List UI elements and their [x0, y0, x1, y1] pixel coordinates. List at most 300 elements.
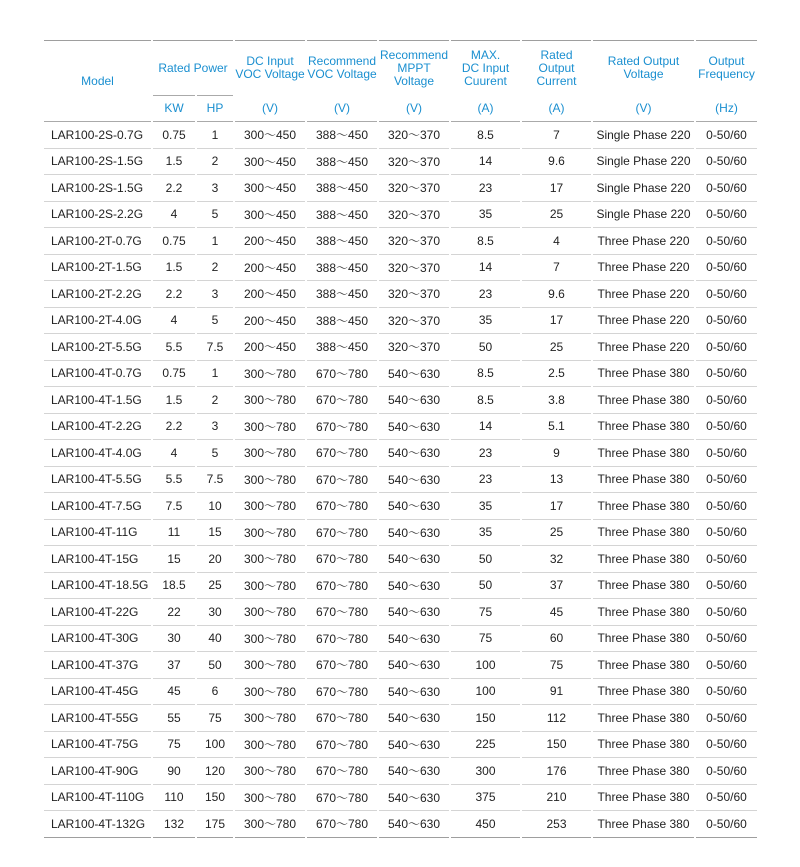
- cell-recommend-mppt: 540～630: [378, 546, 450, 573]
- cell-kw: 2.2: [152, 413, 196, 440]
- cell-rated-voltage: Three Phase 380: [592, 758, 695, 785]
- table-body: [44, 122, 757, 838]
- cell-output-frequency: 0-50/60: [695, 334, 757, 361]
- cell-dc-input: 200～450: [234, 281, 306, 308]
- header-recommend-mppt-line3: Voltage: [393, 73, 435, 88]
- cell-output-frequency: 0-50/60: [695, 387, 757, 414]
- cell-recommend-voc: 670～780: [306, 678, 378, 705]
- table-row: [44, 413, 757, 440]
- cell-rated-voltage: Three Phase 380: [592, 705, 695, 732]
- cell-max-dc-input: 450: [450, 811, 521, 838]
- cell-max-dc-input: 75: [450, 625, 521, 652]
- unit-recommend-voc: (V): [306, 96, 378, 122]
- cell-rated-current: 9: [521, 440, 592, 467]
- cell-max-dc-input: 75: [450, 599, 521, 626]
- cell-max-dc-input: 50: [450, 334, 521, 361]
- cell-max-dc-input: 8.5: [450, 122, 521, 149]
- cell-max-dc-input: 150: [450, 705, 521, 732]
- cell-model: LAR100-4T-4.0G: [44, 440, 152, 467]
- cell-recommend-mppt: 320～370: [378, 228, 450, 255]
- table-header: [44, 41, 757, 122]
- table-row: [44, 334, 757, 361]
- cell-dc-input: 200～450: [234, 334, 306, 361]
- cell-kw: 75: [152, 731, 196, 758]
- cell-max-dc-input: 300: [450, 758, 521, 785]
- cell-recommend-mppt: 540～630: [378, 652, 450, 679]
- cell-model: LAR100-2S-1.5G: [44, 175, 152, 202]
- cell-rated-voltage: Three Phase 380: [592, 546, 695, 573]
- table-row: [44, 784, 757, 811]
- cell-rated-voltage: Three Phase 380: [592, 731, 695, 758]
- header-rated-power: Rated Power: [152, 41, 234, 96]
- cell-kw: 4: [152, 307, 196, 334]
- cell-kw: 22: [152, 599, 196, 626]
- cell-hp: 3: [196, 281, 234, 308]
- cell-dc-input: 300～780: [234, 731, 306, 758]
- header-recommend-voc-line2: VOC Voltage: [307, 67, 377, 82]
- cell-rated-voltage: Three Phase 380: [592, 440, 695, 467]
- cell-model: LAR100-4T-1.5G: [44, 387, 152, 414]
- table-row: [44, 201, 757, 228]
- cell-output-frequency: 0-50/60: [695, 758, 757, 785]
- header-rated-voltage-line1: Rated Output: [607, 54, 680, 69]
- cell-max-dc-input: 100: [450, 678, 521, 705]
- cell-output-frequency: 0-50/60: [695, 413, 757, 440]
- cell-recommend-voc: 388～450: [306, 254, 378, 281]
- cell-kw: 2.2: [152, 175, 196, 202]
- cell-max-dc-input: 375: [450, 784, 521, 811]
- cell-kw: 1.5: [152, 148, 196, 175]
- cell-recommend-voc: 670～780: [306, 546, 378, 573]
- unit-recommend-mppt: (V): [378, 96, 450, 122]
- cell-dc-input: 300～450: [234, 122, 306, 149]
- cell-model: LAR100-4T-7.5G: [44, 493, 152, 520]
- cell-rated-voltage: Three Phase 380: [592, 493, 695, 520]
- cell-rated-current: 25: [521, 334, 592, 361]
- header-dc-input: [234, 41, 306, 96]
- cell-rated-current: 37: [521, 572, 592, 599]
- cell-hp: 20: [196, 546, 234, 573]
- cell-hp: 2: [196, 387, 234, 414]
- unit-kw: KW: [152, 96, 196, 122]
- cell-rated-current: 60: [521, 625, 592, 652]
- cell-model: LAR100-4T-30G: [44, 625, 152, 652]
- cell-recommend-voc: 670～780: [306, 652, 378, 679]
- unit-dc-input: (V): [234, 96, 306, 122]
- header-max-dc-line2: DC Input: [461, 60, 510, 75]
- cell-kw: 1.5: [152, 254, 196, 281]
- cell-recommend-mppt: 540～630: [378, 440, 450, 467]
- cell-output-frequency: 0-50/60: [695, 307, 757, 334]
- header-dc-input-line2: VOC Voltage: [235, 67, 305, 82]
- cell-rated-current: 150: [521, 731, 592, 758]
- cell-output-frequency: 0-50/60: [695, 175, 757, 202]
- header-recommend-voc: [306, 41, 378, 96]
- cell-recommend-voc: 670～780: [306, 360, 378, 387]
- table-row: [44, 466, 757, 493]
- cell-rated-current: 9.6: [521, 281, 592, 308]
- cell-max-dc-input: 50: [450, 546, 521, 573]
- cell-kw: 5.5: [152, 334, 196, 361]
- cell-output-frequency: 0-50/60: [695, 440, 757, 467]
- cell-output-frequency: 0-50/60: [706, 816, 747, 831]
- cell-recommend-voc: 670～780: [306, 413, 378, 440]
- unit-max-dc-input: (A): [450, 96, 521, 122]
- cell-max-dc-input: 50: [450, 572, 521, 599]
- cell-output-frequency: 0-50/60: [695, 493, 757, 520]
- cell-recommend-mppt: 540～630: [378, 493, 450, 520]
- table-row: [44, 493, 757, 520]
- cell-rated-voltage: Three Phase 380: [592, 572, 695, 599]
- cell-recommend-mppt: 540～630: [378, 678, 450, 705]
- table-row: [44, 307, 757, 334]
- header-max-dc-line1: MAX.: [470, 47, 501, 62]
- cell-kw: 55: [152, 705, 196, 732]
- cell-max-dc-input: 8.5: [450, 228, 521, 255]
- cell-recommend-voc: 670～780: [306, 625, 378, 652]
- cell-dc-input: 300～780: [234, 466, 306, 493]
- cell-output-frequency: 0-50/60: [695, 148, 757, 175]
- cell-model: LAR100-2T-0.7G: [44, 228, 152, 255]
- cell-hp: 1: [196, 122, 234, 149]
- cell-dc-input: 300～780: [234, 493, 306, 520]
- cell-kw: 4: [152, 201, 196, 228]
- cell-hp: 100: [196, 731, 234, 758]
- cell-kw: 2.2: [152, 281, 196, 308]
- header-recommend-voc-line1: Recommend: [307, 54, 377, 69]
- cell-rated-voltage: Three Phase 220: [592, 281, 695, 308]
- cell-max-dc-input: 23: [450, 466, 521, 493]
- cell-recommend-mppt: 320～370: [378, 175, 450, 202]
- cell-rated-voltage: Single Phase 220: [592, 122, 695, 149]
- cell-hp: 2: [196, 254, 234, 281]
- unit-output-frequency: (Hz): [695, 96, 757, 122]
- cell-dc-input: 300～450: [234, 201, 306, 228]
- cell-hp: 3: [196, 413, 234, 440]
- cell-model: LAR100-2S-1.5G: [44, 148, 152, 175]
- cell-max-dc-input: 23: [450, 440, 521, 467]
- cell-model: LAR100-4T-18.5G: [44, 572, 152, 599]
- cell-rated-current: 7: [521, 122, 592, 149]
- cell-rated-current: 253: [521, 811, 592, 838]
- cell-kw: 11: [152, 519, 196, 546]
- cell-model: LAR100-4T-15G: [44, 546, 152, 573]
- cell-rated-current: 45: [521, 599, 592, 626]
- header-rated-current-line1: Rated: [540, 47, 573, 62]
- header-rated-output-current: [521, 41, 592, 96]
- cell-model: LAR100-2T-2.2G: [44, 281, 152, 308]
- cell-dc-input: 300～780: [234, 705, 306, 732]
- cell-hp: 75: [196, 705, 234, 732]
- cell-output-frequency: 0-50/60: [695, 122, 757, 149]
- table-row: [44, 175, 757, 202]
- cell-recommend-mppt: 320～370: [378, 307, 450, 334]
- cell-recommend-mppt: 320～370: [378, 201, 450, 228]
- header-dc-input-line1: DC Input: [246, 54, 294, 69]
- cell-output-frequency: 0-50/60: [695, 652, 757, 679]
- cell-recommend-voc: 670～780: [306, 731, 378, 758]
- cell-model: LAR100-4T-0.7G: [44, 360, 152, 387]
- cell-model: LAR100-4T-90G: [44, 758, 152, 785]
- cell-recommend-mppt: 540～630: [378, 519, 450, 546]
- cell-model: LAR100-4T-55G: [44, 705, 152, 732]
- cell-kw: 1.5: [152, 387, 196, 414]
- cell-hp: 5: [196, 307, 234, 334]
- cell-dc-input: 300～780: [234, 784, 306, 811]
- cell-kw: 37: [152, 652, 196, 679]
- cell-dc-input: 300～780: [234, 440, 306, 467]
- cell-rated-current: 13: [521, 466, 592, 493]
- cell-recommend-mppt: 540～630: [378, 731, 450, 758]
- cell-max-dc-input: 225: [450, 731, 521, 758]
- table-row: [44, 228, 757, 255]
- cell-output-frequency: 0-50/60: [695, 731, 757, 758]
- cell-dc-input: 300～780: [234, 678, 306, 705]
- cell-rated-voltage: Single Phase 220: [592, 148, 695, 175]
- cell-recommend-voc: 670～780: [306, 705, 378, 732]
- cell-rated-voltage: Three Phase 380: [592, 784, 695, 811]
- table-row: [44, 758, 757, 785]
- cell-rated-voltage: Single Phase 220: [592, 175, 695, 202]
- header-output-frequency: [695, 41, 757, 96]
- unit-hp: HP: [196, 96, 234, 122]
- cell-output-frequency: 0-50/60: [695, 678, 757, 705]
- cell-rated-current: 210: [521, 784, 592, 811]
- cell-dc-input: 200～450: [234, 307, 306, 334]
- cell-rated-voltage: Three Phase 380: [592, 413, 695, 440]
- cell-rated-voltage: Three Phase 380: [592, 678, 695, 705]
- cell-dc-input: 300～780: [234, 652, 306, 679]
- cell-recommend-mppt: 540～630: [378, 784, 450, 811]
- table-row: [44, 678, 757, 705]
- unit-rated-voltage: (V): [592, 96, 695, 122]
- cell-rated-current: 25: [521, 201, 592, 228]
- cell-rated-current: 17: [521, 175, 592, 202]
- cell-max-dc-input: 35: [450, 307, 521, 334]
- cell-rated-current: 75: [521, 652, 592, 679]
- cell-hp: 2: [196, 148, 234, 175]
- cell-rated-current: 5.1: [521, 413, 592, 440]
- cell-dc-input: 300～780: [234, 811, 306, 838]
- cell-model: LAR100-4T-5.5G: [44, 466, 152, 493]
- cell-model: LAR100-2S-2.2G: [44, 201, 152, 228]
- cell-recommend-voc: 670～780: [306, 811, 378, 838]
- table-row: [44, 254, 757, 281]
- cell-max-dc-input: 8.5: [450, 387, 521, 414]
- cell-kw: 5.5: [152, 466, 196, 493]
- cell-rated-current: 25: [521, 519, 592, 546]
- cell-hp: 1: [196, 360, 234, 387]
- cell-dc-input: 200～450: [234, 228, 306, 255]
- cell-recommend-mppt: 540～630: [378, 811, 450, 838]
- cell-recommend-voc: 388～450: [306, 148, 378, 175]
- cell-kw: 15: [152, 546, 196, 573]
- table-row: [44, 599, 757, 626]
- table-row: [44, 122, 757, 149]
- unit-rated-current: (A): [521, 96, 592, 122]
- cell-kw: 4: [152, 440, 196, 467]
- cell-max-dc-input: 14: [450, 254, 521, 281]
- cell-kw: 90: [152, 758, 196, 785]
- cell-recommend-voc: 670～780: [306, 387, 378, 414]
- cell-model: LAR100-4T-37G: [44, 652, 152, 679]
- cell-kw: 30: [152, 625, 196, 652]
- cell-hp: 3: [196, 175, 234, 202]
- cell-output-frequency: 0-50/60: [695, 546, 757, 573]
- table-row: [44, 731, 757, 758]
- table-row: [44, 440, 757, 467]
- cell-recommend-voc: 670～780: [306, 466, 378, 493]
- table-row: [44, 360, 757, 387]
- cell-rated-current: 91: [521, 678, 592, 705]
- cell-recommend-voc: 388～450: [306, 122, 378, 149]
- cell-dc-input: 300～780: [234, 413, 306, 440]
- cell-output-frequency: 0-50/60: [695, 254, 757, 281]
- cell-rated-voltage: Three Phase 380: [592, 811, 695, 838]
- table-row: [44, 705, 757, 732]
- cell-dc-input: 300～780: [234, 360, 306, 387]
- table-row: [44, 387, 757, 414]
- cell-model: LAR100-2T-5.5G: [44, 334, 152, 361]
- cell-rated-voltage: Three Phase 380: [592, 360, 695, 387]
- cell-kw: 0.75: [152, 122, 196, 149]
- cell-kw: 132: [152, 811, 196, 838]
- cell-recommend-voc: 670～780: [306, 519, 378, 546]
- cell-output-frequency: 0-50/60: [695, 599, 757, 626]
- table-row: [44, 625, 757, 652]
- cell-recommend-mppt: 320～370: [378, 254, 450, 281]
- cell-recommend-mppt: 540～630: [378, 705, 450, 732]
- cell-dc-input: 300～780: [234, 599, 306, 626]
- cell-hp: 120: [196, 758, 234, 785]
- cell-hp: 6: [196, 678, 234, 705]
- cell-hp: 7.5: [196, 466, 234, 493]
- cell-dc-input: 300～780: [234, 625, 306, 652]
- cell-max-dc-input: 35: [450, 519, 521, 546]
- cell-rated-current: 32: [521, 546, 592, 573]
- cell-model: LAR100-4T-75G: [44, 731, 152, 758]
- cell-output-frequency: 0-50/60: [695, 228, 757, 255]
- cell-output-frequency: 0-50/60: [695, 784, 757, 811]
- cell-recommend-mppt: 540～630: [378, 360, 450, 387]
- cell-kw: 0.75: [152, 228, 196, 255]
- cell-recommend-voc: 670～780: [306, 493, 378, 520]
- cell-max-dc-input: 14: [450, 413, 521, 440]
- header-rated-current-line3: Current: [536, 73, 577, 88]
- cell-max-dc-input: 23: [450, 281, 521, 308]
- header-rated-current-line2: Output: [538, 60, 575, 75]
- cell-rated-current: 4: [521, 228, 592, 255]
- cell-hp: 150: [196, 784, 234, 811]
- cell-recommend-voc: 388～450: [306, 334, 378, 361]
- table-row: [44, 281, 757, 308]
- spec-table: [44, 40, 757, 838]
- cell-hp: 50: [196, 652, 234, 679]
- cell-rated-voltage: Three Phase 380: [592, 625, 695, 652]
- cell-model: LAR100-4T-11G: [44, 519, 152, 546]
- table-row: [44, 546, 757, 573]
- table-row: [44, 652, 757, 679]
- cell-recommend-voc: 388～450: [306, 281, 378, 308]
- cell-rated-current: 17: [521, 307, 592, 334]
- cell-dc-input: 300～780: [234, 572, 306, 599]
- cell-recommend-voc: 670～780: [306, 599, 378, 626]
- header-max-dc-line3: Cuurent: [464, 73, 507, 88]
- cell-model: LAR100-2S-0.7G: [44, 122, 152, 149]
- cell-recommend-mppt: 540～630: [378, 758, 450, 785]
- cell-recommend-mppt: 320～370: [378, 122, 450, 149]
- cell-output-frequency: 0-50/60: [695, 519, 757, 546]
- header-max-dc-input: [450, 41, 521, 96]
- cell-hp: 7.5: [196, 334, 234, 361]
- cell-hp: 25: [196, 572, 234, 599]
- cell-kw: 7.5: [152, 493, 196, 520]
- cell-max-dc-input: 35: [450, 493, 521, 520]
- cell-dc-input: 300～780: [234, 519, 306, 546]
- cell-recommend-mppt: 320～370: [378, 281, 450, 308]
- cell-recommend-mppt: 540～630: [378, 466, 450, 493]
- cell-rated-current: 112: [521, 705, 592, 732]
- cell-max-dc-input: 8.5: [450, 360, 521, 387]
- cell-max-dc-input: 35: [450, 201, 521, 228]
- cell-rated-voltage: Three Phase 220: [592, 228, 695, 255]
- header-rated-voltage-line2: Voltage: [623, 67, 664, 82]
- cell-recommend-voc: 670～780: [306, 784, 378, 811]
- cell-recommend-mppt: 540～630: [378, 572, 450, 599]
- cell-recommend-mppt: 540～630: [378, 625, 450, 652]
- cell-dc-input: 300～780: [234, 758, 306, 785]
- cell-rated-voltage: Three Phase 220: [592, 334, 695, 361]
- header-rated-output-voltage: [592, 41, 695, 96]
- cell-recommend-mppt: 540～630: [378, 387, 450, 414]
- cell-hp: 40: [196, 625, 234, 652]
- cell-kw: 0.75: [152, 360, 196, 387]
- cell-kw: 110: [152, 784, 196, 811]
- cell-model: LAR100-4T-45G: [44, 678, 152, 705]
- cell-output-frequency: 0-50/60: [695, 201, 757, 228]
- cell-rated-voltage: Three Phase 220: [592, 254, 695, 281]
- cell-rated-voltage: Three Phase 380: [592, 519, 695, 546]
- cell-max-dc-input: 100: [450, 652, 521, 679]
- cell-rated-voltage: Single Phase 220: [592, 201, 695, 228]
- header-recommend-mppt-line2: MPPT: [397, 60, 431, 75]
- cell-output-frequency: 0-50/60: [695, 625, 757, 652]
- cell-model: LAR100-4T-110G: [44, 784, 152, 811]
- cell-recommend-voc: 670～780: [306, 572, 378, 599]
- cell-rated-voltage: Three Phase 380: [592, 652, 695, 679]
- cell-hp: 10: [196, 493, 234, 520]
- cell-rated-current: 17: [521, 493, 592, 520]
- cell-rated-voltage: Three Phase 220: [592, 307, 695, 334]
- cell-hp: 5: [196, 440, 234, 467]
- table-row: [44, 519, 757, 546]
- cell-rated-current: 7: [521, 254, 592, 281]
- cell-output-frequency: 0-50/60: [695, 572, 757, 599]
- cell-recommend-mppt: 320～370: [378, 334, 450, 361]
- table-row: [44, 572, 757, 599]
- cell-rated-voltage: Three Phase 380: [592, 466, 695, 493]
- cell-output-frequency: 0-50/60: [695, 466, 757, 493]
- cell-hp: 175: [196, 811, 234, 838]
- cell-recommend-voc: 388～450: [306, 307, 378, 334]
- cell-recommend-mppt: 540～630: [378, 599, 450, 626]
- cell-hp: 15: [196, 519, 234, 546]
- header-output-frequency-line2: Frequency: [698, 67, 755, 82]
- cell-hp: 5: [196, 201, 234, 228]
- cell-rated-voltage: Three Phase 380: [592, 599, 695, 626]
- cell-dc-input: 300～780: [234, 546, 306, 573]
- cell-hp: 30: [196, 599, 234, 626]
